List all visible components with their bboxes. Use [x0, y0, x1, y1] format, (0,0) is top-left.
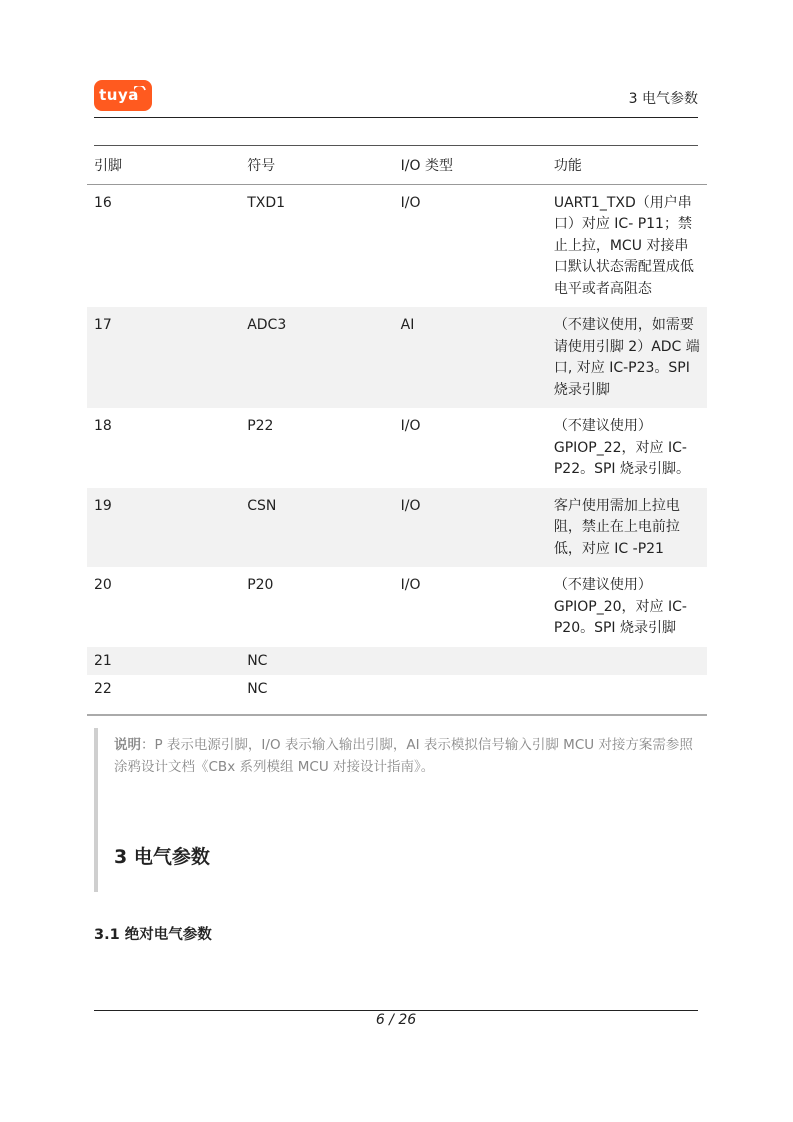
symbol-cell: P22 — [247, 418, 274, 434]
symbol-cell: NC — [247, 681, 268, 697]
io-type-cell — [401, 647, 554, 676]
symbol-cell: ADC3 — [247, 307, 400, 408]
header-symbol: 符号 — [247, 146, 400, 184]
footer-rule — [94, 1010, 698, 1011]
function-cell: 客户使用需加上拉电阻，禁止在上电前拉低，对应 IC -P21 — [554, 488, 707, 568]
note-callout — [94, 728, 702, 892]
section-title: 3 电气参数 — [114, 846, 210, 868]
pin-table — [87, 146, 707, 704]
tuya-logo — [94, 80, 152, 111]
note-text — [114, 734, 699, 778]
io-type-cell: AI — [401, 307, 554, 408]
pin-cell: 17 — [87, 307, 247, 408]
symbol-cell: TXD1 — [247, 194, 286, 211]
subsection-title: 3.1 绝对电气参数 — [94, 927, 212, 943]
pin-cell: 22 — [94, 681, 112, 697]
logo-text: tuya — [99, 86, 139, 104]
function-cell: （不建议使用）GPIOP_20，对应 IC-P20。SPI 烧录引脚 — [553, 577, 687, 636]
page-number: 6 / 26 — [375, 1012, 417, 1028]
symbol-cell: NC — [247, 647, 400, 676]
table-bottom-rule — [87, 714, 707, 716]
function-cell — [554, 647, 707, 676]
note-body: ：P 表示电源引脚，I/O 表示输入输出引脚，AI 表示模拟信号输入引脚 MCU 对接方案需参照涂鸦设计文档《CBx 系列模组 MCU 对接设计指南》。 — [114, 737, 693, 775]
table-row — [87, 184, 707, 307]
function-cell — [554, 675, 707, 704]
io-type-cell: I/O — [400, 418, 421, 434]
logo-swoosh-icon — [134, 86, 148, 100]
symbol-cell: P20 — [247, 577, 274, 593]
symbol-cell: CSN — [247, 488, 400, 568]
function-cell: （不建议使用）GPIOP_22，对应 IC-P22。SPI 烧录引脚。 — [553, 418, 691, 477]
table-header-row — [87, 146, 707, 184]
header-pin: 引脚 — [87, 146, 247, 184]
table-row — [87, 647, 707, 676]
table-row — [87, 408, 707, 488]
io-type-cell: I/O — [401, 488, 554, 568]
header-io-type: I/O 类型 — [401, 146, 554, 184]
io-type-cell — [401, 675, 554, 704]
pin-cell: 20 — [94, 577, 112, 593]
table-row — [87, 488, 707, 568]
function-cell: UART1_TXD（用户串口）对应 IC- P11；禁止上拉，MCU 对接串口默认状态需配置成低电平或者高阻态 — [553, 194, 694, 297]
io-type-cell: I/O — [400, 194, 421, 211]
pin-cell: 18 — [94, 418, 112, 434]
header-rule — [94, 117, 698, 118]
function-cell: （不建议使用，如需要请使用引脚 2）ADC 端口, 对应 IC-P23。SPI 烧录引脚 — [554, 307, 707, 408]
pin-cell: 21 — [87, 647, 247, 676]
table-row — [87, 567, 707, 647]
running-header-title: 3 电气参数 — [628, 91, 698, 107]
table-row — [87, 675, 707, 704]
header-function: 功能 — [554, 146, 707, 184]
io-type-cell: I/O — [400, 577, 421, 593]
table-row — [87, 307, 707, 408]
pin-cell: 19 — [87, 488, 247, 568]
pin-cell: 16 — [94, 194, 112, 211]
note-label: 说明 — [114, 737, 141, 753]
